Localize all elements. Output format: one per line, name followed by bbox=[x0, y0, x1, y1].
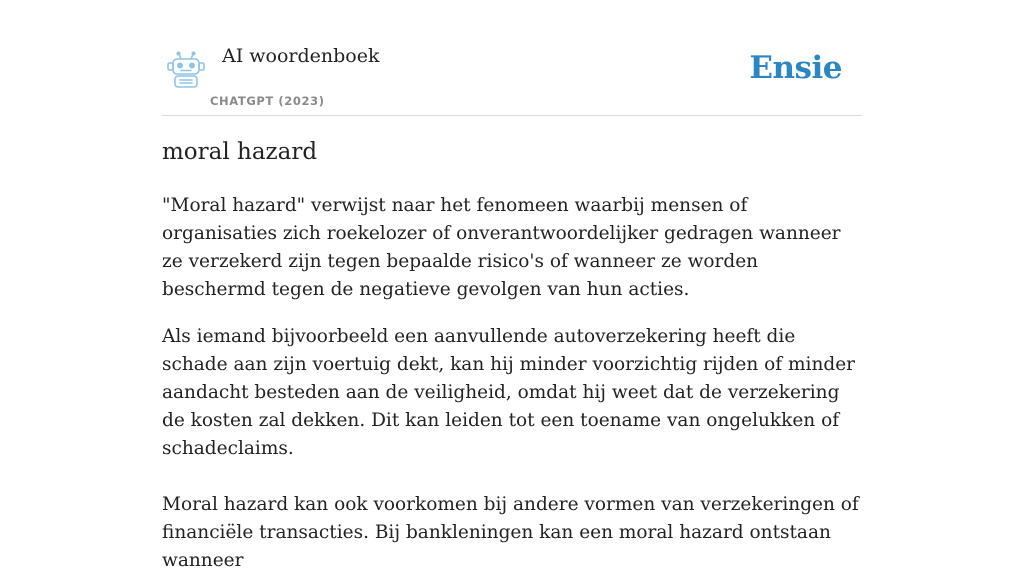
entry-definition bbox=[162, 192, 862, 575]
definition-paragraph: Moral hazard kan ook voorkomen bij andere vormen van verzekeringen of financiële transacties. Bij bankleningen kan een moral hazard ontstaan wanneer bbox=[162, 494, 859, 571]
source-subtitle: CHATGPT (2023) bbox=[210, 94, 325, 108]
ensie-logo[interactable]: Ensie bbox=[749, 50, 842, 86]
source-title[interactable]: AI woordenboek bbox=[222, 45, 380, 67]
source-header bbox=[162, 0, 862, 116]
definition-paragraph: "Moral hazard" verwijst naar het fenomeen waarbij mensen of organisaties zich roekelozer of onverantwoordelijker gedragen wanneer ze verzekerd zijn tegen bepaalde risico's of wanneer ze worden beschermd tegen de negatieve gevolgen van hun acties. bbox=[162, 195, 841, 300]
definition-paragraph: Als iemand bijvoorbeeld een aanvullende autoverzekering heeft die schade aan zijn voertuig dekt, kan hij minder voorzichtig rijden of minder aandacht besteden aan de veiligheid, omdat hij weet dat de verzekering de kosten zal dekken. Dit kan leiden tot een toename van ongelukken of schadeclaims. bbox=[162, 326, 856, 459]
entry-term: moral hazard bbox=[162, 139, 318, 165]
robot-icon bbox=[166, 51, 206, 89]
content-container bbox=[162, 0, 862, 571]
